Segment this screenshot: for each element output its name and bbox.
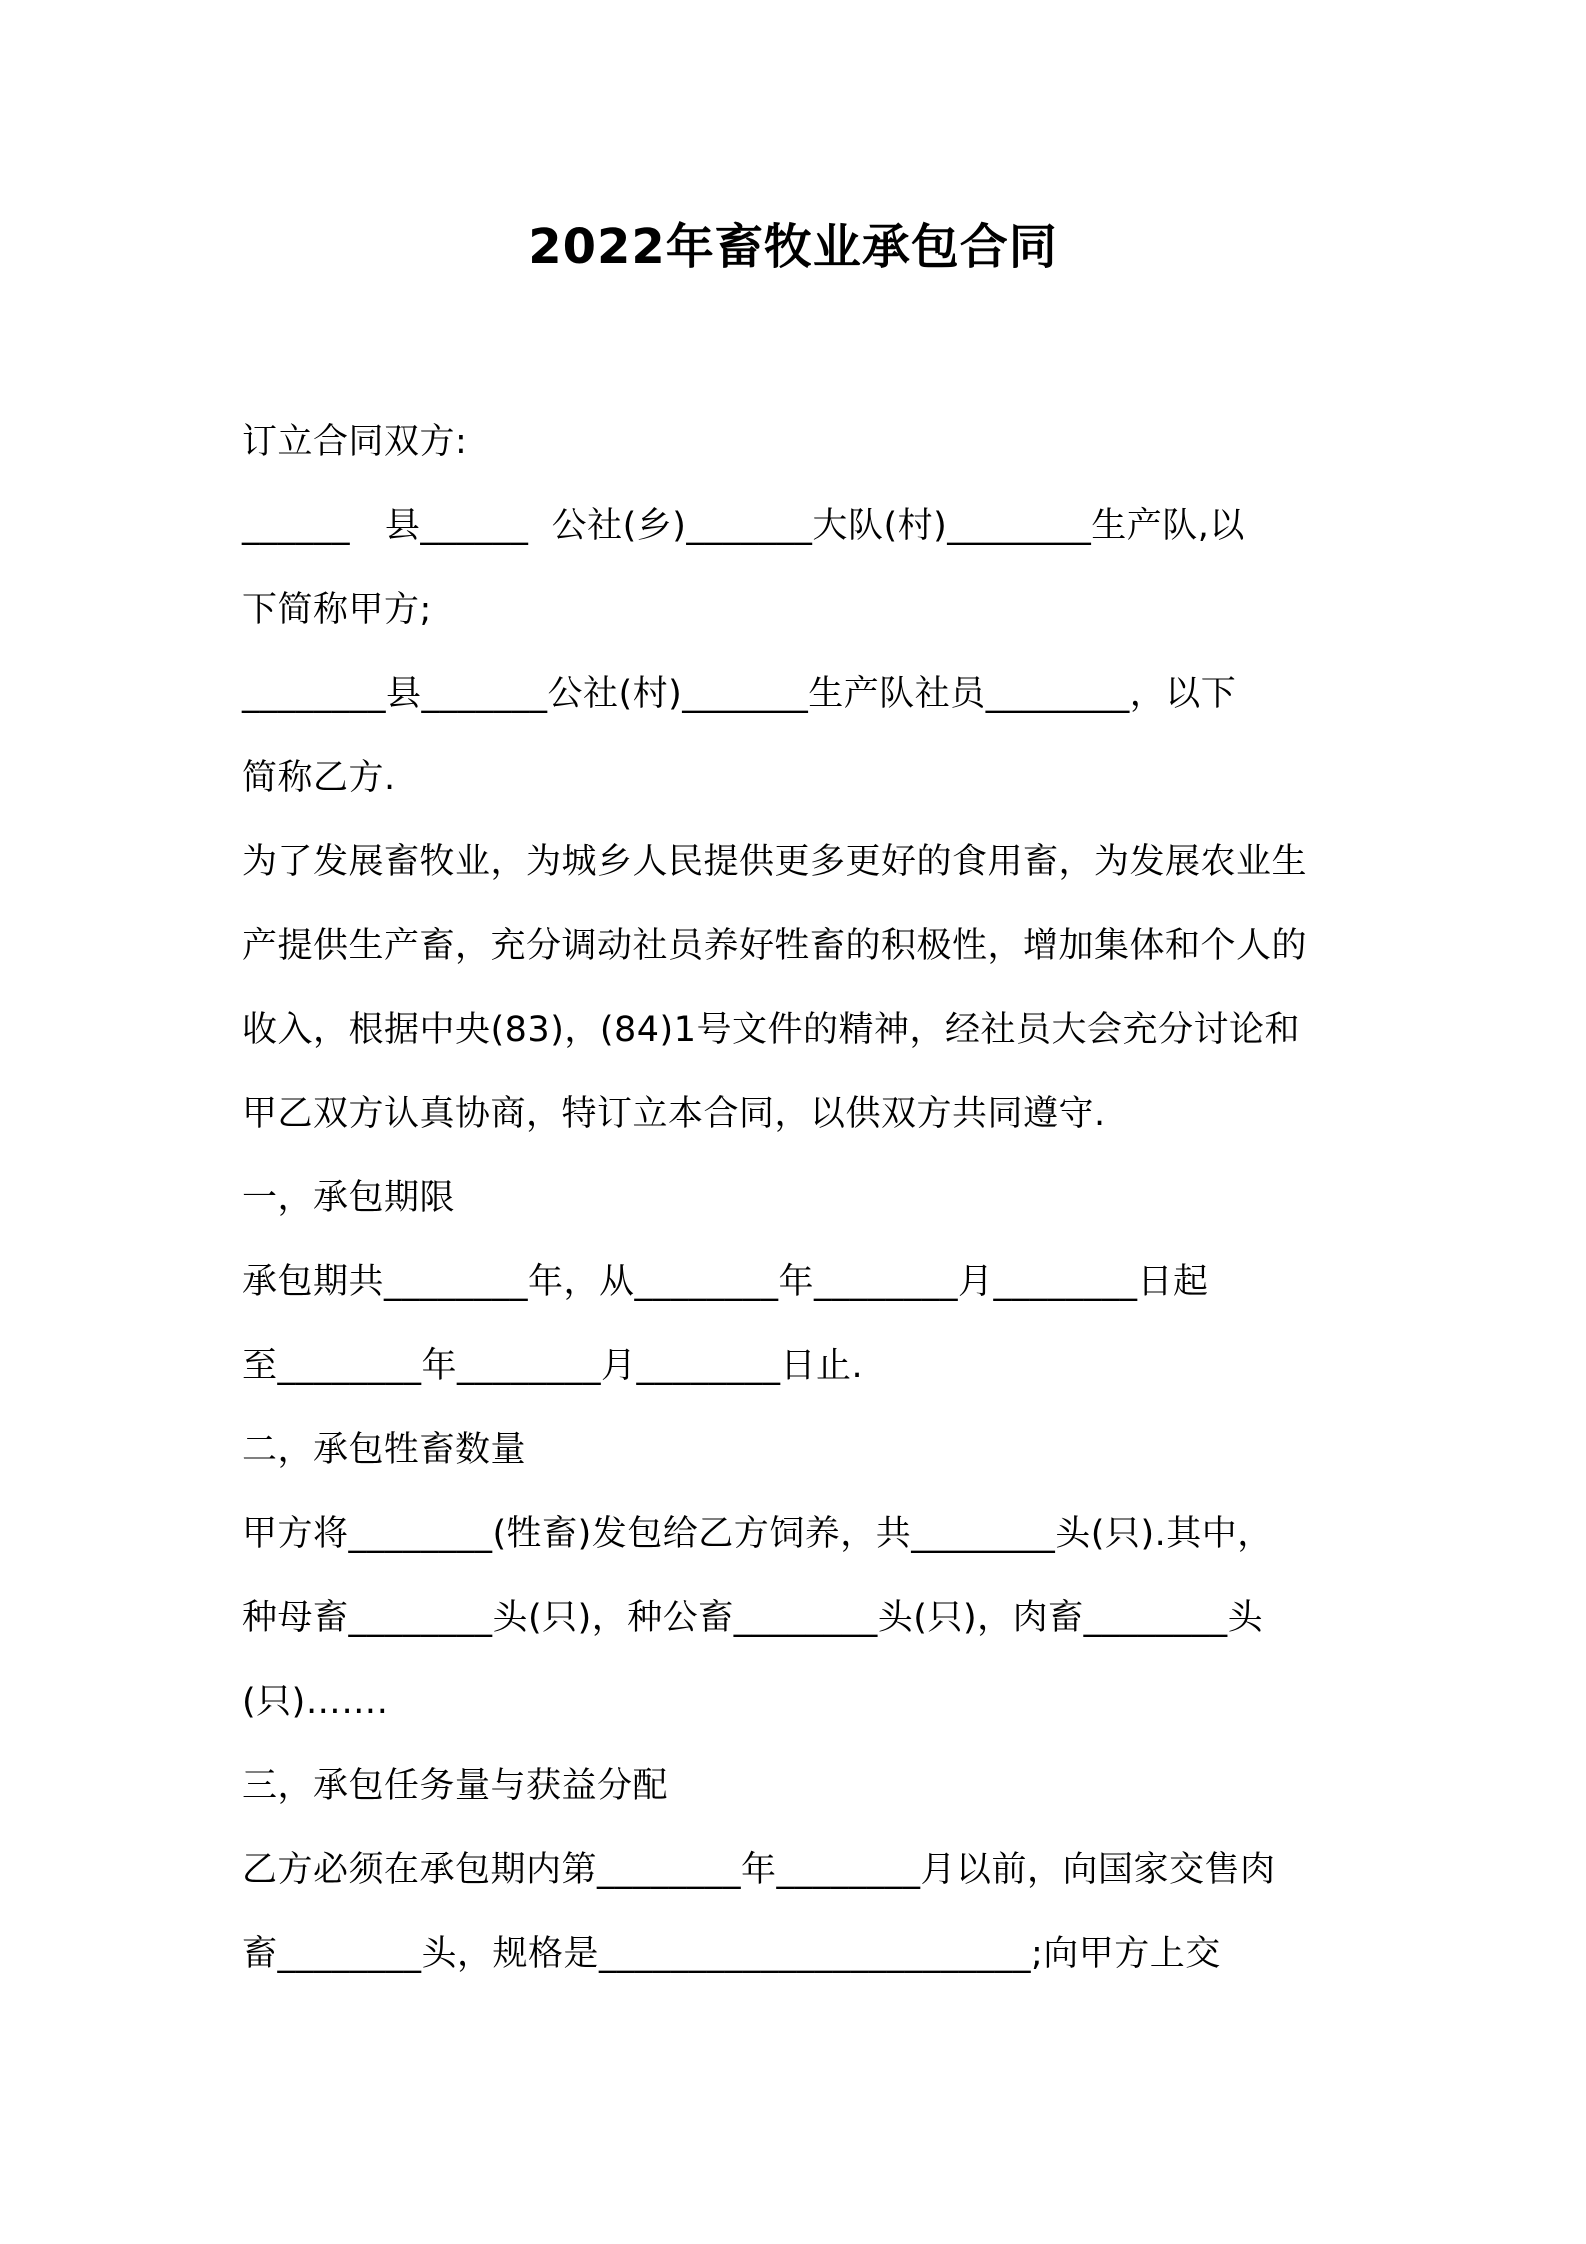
section-2-heading: 二，承包牲畜数量 [242, 1430, 527, 1470]
section-3-line-2: 畜________头，规格是________________________;向甲方上交 [242, 1934, 1221, 1974]
party-b-line-1: ________县_______公社(村)_______生产队社员________，以下 [242, 674, 1237, 714]
parties-heading: 订立合同双方: [242, 422, 468, 462]
section-2-line-2: 种母畜________头(只)，种公畜________头(只)，肉畜________头 [242, 1598, 1264, 1638]
party-a-line-1: ______ 县______ 公社(乡)_______大队(村)________生产队,以 [242, 506, 1245, 546]
section-2-line-1: 甲方将________(牲畜)发包给乙方饲养，共________头(只).其中， [242, 1514, 1273, 1554]
section-3-heading: 三，承包任务量与获益分配 [242, 1766, 669, 1806]
party-a-line-2: 下简称甲方; [242, 590, 432, 630]
section-3-line-1: 乙方必须在承包期内第________年________月以前，向国家交售肉 [242, 1850, 1276, 1890]
section-1-heading: 一，承包期限 [242, 1178, 456, 1218]
preamble-line-2: 产提供生产畜，充分调动社员养好牲畜的积极性，增加集体和个人的 [242, 926, 1308, 966]
preamble-line-3: 收入，根据中央(83)，(84)1号文件的精神，经社员大会充分讨论和 [242, 1010, 1300, 1050]
section-2-line-3: (只)……. [242, 1682, 389, 1722]
party-b-line-2: 简称乙方. [242, 758, 396, 798]
section-1-line-2: 至________年________月________日止. [242, 1346, 864, 1386]
section-1-line-1: 承包期共________年，从________年________月________日起 [242, 1262, 1209, 1302]
document-body [242, 400, 1362, 1996]
preamble-line-1: 为了发展畜牧业，为城乡人民提供更多更好的食用畜，为发展农业生 [242, 842, 1308, 882]
preamble-line-4: 甲乙双方认真协商，特订立本合同，以供双方共同遵守. [242, 1094, 1106, 1134]
document-title: 2022年畜牧业承包合同 [528, 219, 1058, 275]
